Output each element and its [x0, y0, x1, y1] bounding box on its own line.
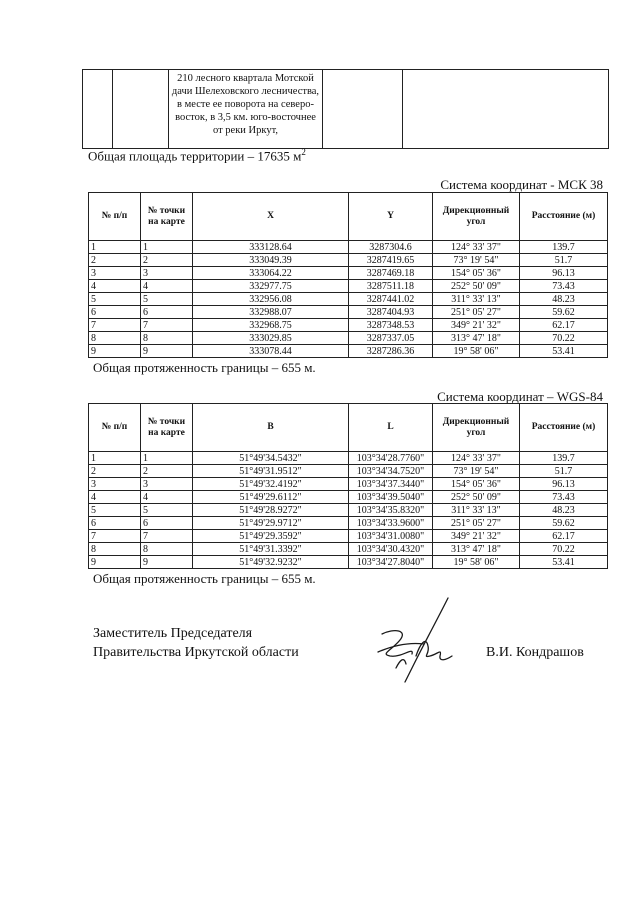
column-header: № п/п — [89, 193, 141, 241]
table-cell: 3287511.18 — [349, 280, 433, 293]
table-cell: 5 — [89, 504, 141, 517]
table-cell: 53.41 — [520, 556, 608, 569]
table-cell: 139.7 — [520, 452, 608, 465]
table-cell: 73° 19' 54" — [433, 465, 520, 478]
table-cell: 53.41 — [520, 345, 608, 358]
column-header: Y — [349, 193, 433, 241]
table-cell: 62.17 — [520, 319, 608, 332]
table-cell — [113, 70, 169, 149]
column-header: X — [193, 193, 349, 241]
column-header: L — [349, 404, 433, 452]
table-cell: 332977.75 — [193, 280, 349, 293]
table-row — [89, 543, 608, 556]
table-cell: 9 — [89, 556, 141, 569]
table-row — [89, 465, 608, 478]
table-cell: 3287337.05 — [349, 332, 433, 345]
wgs-system-label: Система координат – WGS-84 — [437, 389, 603, 404]
table-cell: 8 — [141, 332, 193, 345]
table-cell: 332956.08 — [193, 293, 349, 306]
table-row — [89, 293, 608, 306]
table-cell: 73.43 — [520, 491, 608, 504]
location-description: 210 лесного квартала Мотской дачи Шелеховского лесничества, в месте ее поворота на северо-восток, в 3,5 км. юго-восточнее от реки Иркут, — [169, 70, 323, 149]
table-cell: 96.13 — [520, 478, 608, 491]
table-cell: 332988.07 — [193, 306, 349, 319]
msk-total-length: Общая протяженность границы – 655 м. — [93, 360, 316, 375]
table-cell: 51°49'28.9272" — [193, 504, 349, 517]
column-header: № точки на карте — [141, 193, 193, 241]
table-cell: 51°49'32.9232" — [193, 556, 349, 569]
table-cell: 51°49'34.5432" — [193, 452, 349, 465]
table-row — [89, 452, 608, 465]
table-cell: 313° 47' 18" — [433, 543, 520, 556]
table-cell: 51°49'29.6112" — [193, 491, 349, 504]
table-cell: 3287404.93 — [349, 306, 433, 319]
table-cell: 311° 33' 13" — [433, 293, 520, 306]
table-row — [83, 70, 609, 149]
table-row — [89, 530, 608, 543]
table-cell: 48.23 — [520, 293, 608, 306]
table-cell: 124° 33' 37" — [433, 241, 520, 254]
table-cell: 349° 21' 32" — [433, 530, 520, 543]
table-cell: 70.22 — [520, 332, 608, 345]
table-row — [89, 556, 608, 569]
table-cell: 313° 47' 18" — [433, 332, 520, 345]
table-cell: 5 — [141, 504, 193, 517]
table-cell: 70.22 — [520, 543, 608, 556]
table-cell: 59.62 — [520, 517, 608, 530]
table-cell: 7 — [89, 319, 141, 332]
table-header-row — [89, 404, 608, 452]
table-row — [89, 241, 608, 254]
wgs-total-length: Общая протяженность границы – 655 м. — [93, 571, 316, 586]
table-cell: 5 — [89, 293, 141, 306]
table-cell: 9 — [141, 345, 193, 358]
table-cell: 311° 33' 13" — [433, 504, 520, 517]
table-cell — [83, 70, 113, 149]
table-cell: 4 — [89, 491, 141, 504]
table-cell: 103°34'31.0080" — [349, 530, 433, 543]
table-cell: 124° 33' 37" — [433, 452, 520, 465]
msk-coordinates-table — [88, 192, 608, 358]
table-cell: 2 — [141, 465, 193, 478]
table-cell: 333128.64 — [193, 241, 349, 254]
signatory-name: В.И. Кондрашов — [486, 645, 584, 660]
table-cell: 1 — [89, 452, 141, 465]
table-cell: 9 — [89, 345, 141, 358]
column-header: Расстояние (м) — [520, 193, 608, 241]
table-cell: 103°34'33.9600" — [349, 517, 433, 530]
table-cell — [403, 70, 609, 149]
table-cell: 6 — [141, 517, 193, 530]
table-cell: 1 — [89, 241, 141, 254]
table-cell: 7 — [141, 530, 193, 543]
signatory-position-line-1: Заместитель Председателя — [93, 626, 253, 641]
table-cell: 19° 58' 06" — [433, 345, 520, 358]
table-row — [89, 267, 608, 280]
continuation-table — [82, 69, 609, 149]
table-cell: 3 — [89, 267, 141, 280]
table-row — [89, 254, 608, 267]
table-cell: 51°49'29.9712" — [193, 517, 349, 530]
table-cell: 103°34'35.8320" — [349, 504, 433, 517]
table-cell: 103°34'30.4320" — [349, 543, 433, 556]
table-cell: 3 — [141, 267, 193, 280]
table-row — [89, 478, 608, 491]
table-cell — [323, 70, 403, 149]
table-cell: 8 — [89, 543, 141, 556]
table-cell: 251° 05' 27" — [433, 306, 520, 319]
table-header-row — [89, 193, 608, 241]
table-cell: 3287286.36 — [349, 345, 433, 358]
table-row — [89, 319, 608, 332]
table-row — [89, 280, 608, 293]
table-cell: 103°34'39.5040" — [349, 491, 433, 504]
table-cell: 51°49'32.4192" — [193, 478, 349, 491]
table-cell: 333078.44 — [193, 345, 349, 358]
table-cell: 332968.75 — [193, 319, 349, 332]
table-cell: 3 — [89, 478, 141, 491]
table-cell: 51.7 — [520, 254, 608, 267]
table-cell: 2 — [89, 465, 141, 478]
table-cell: 154° 05' 36" — [433, 267, 520, 280]
table-cell: 1 — [141, 241, 193, 254]
msk-system-label: Система координат - МСК 38 — [440, 177, 603, 192]
table-cell: 6 — [89, 306, 141, 319]
total-area-text: Общая площадь территории – 17635 м — [88, 148, 302, 164]
table-cell: 51°49'31.3392" — [193, 543, 349, 556]
table-row — [89, 504, 608, 517]
total-area — [88, 147, 306, 164]
table-cell: 51.7 — [520, 465, 608, 478]
table-cell: 1 — [141, 452, 193, 465]
column-header: № п/п — [89, 404, 141, 452]
table-cell: 333029.85 — [193, 332, 349, 345]
table-cell: 3287441.02 — [349, 293, 433, 306]
table-cell: 3 — [141, 478, 193, 491]
table-cell: 252° 50' 09" — [433, 491, 520, 504]
table-cell: 48.23 — [520, 504, 608, 517]
table-cell: 5 — [141, 293, 193, 306]
table-cell: 51°49'31.9512" — [193, 465, 349, 478]
table-cell: 19° 58' 06" — [433, 556, 520, 569]
table-cell: 7 — [141, 319, 193, 332]
table-cell: 139.7 — [520, 241, 608, 254]
table-cell: 59.62 — [520, 306, 608, 319]
table-row — [89, 332, 608, 345]
column-header: Дирекционный угол — [433, 193, 520, 241]
table-cell: 6 — [89, 517, 141, 530]
table-cell: 333049.39 — [193, 254, 349, 267]
table-cell: 3287469.18 — [349, 267, 433, 280]
table-cell: 333064.22 — [193, 267, 349, 280]
table-cell: 252° 50' 09" — [433, 280, 520, 293]
table-cell: 73.43 — [520, 280, 608, 293]
table-row — [89, 345, 608, 358]
table-cell: 2 — [89, 254, 141, 267]
table-cell: 349° 21' 32" — [433, 319, 520, 332]
table-cell: 103°34'28.7760" — [349, 452, 433, 465]
table-cell: 4 — [141, 491, 193, 504]
table-row — [89, 517, 608, 530]
wgs-coordinates-table — [88, 403, 608, 569]
table-cell: 3287419.65 — [349, 254, 433, 267]
table-cell: 73° 19' 54" — [433, 254, 520, 267]
area-unit-superscript: 2 — [301, 147, 306, 157]
table-cell: 4 — [89, 280, 141, 293]
column-header: № точки на карте — [141, 404, 193, 452]
table-cell: 3287304.6 — [349, 241, 433, 254]
table-cell: 6 — [141, 306, 193, 319]
table-cell: 3287348.53 — [349, 319, 433, 332]
table-cell: 9 — [141, 556, 193, 569]
column-header: B — [193, 404, 349, 452]
table-cell: 96.13 — [520, 267, 608, 280]
table-cell: 103°34'27.8040" — [349, 556, 433, 569]
column-header: Расстояние (м) — [520, 404, 608, 452]
table-cell: 154° 05' 36" — [433, 478, 520, 491]
table-row — [89, 491, 608, 504]
column-header: Дирекционный угол — [433, 404, 520, 452]
table-cell: 2 — [141, 254, 193, 267]
table-cell: 7 — [89, 530, 141, 543]
table-cell: 103°34'34.7520" — [349, 465, 433, 478]
table-row — [89, 306, 608, 319]
table-cell: 103°34'37.3440" — [349, 478, 433, 491]
table-cell: 4 — [141, 280, 193, 293]
table-cell: 51°49'29.3592" — [193, 530, 349, 543]
table-cell: 8 — [141, 543, 193, 556]
handwritten-signature — [360, 594, 470, 686]
signatory-position-line-2: Правительства Иркутской области — [93, 645, 299, 660]
table-cell: 251° 05' 27" — [433, 517, 520, 530]
table-cell: 8 — [89, 332, 141, 345]
table-cell: 62.17 — [520, 530, 608, 543]
